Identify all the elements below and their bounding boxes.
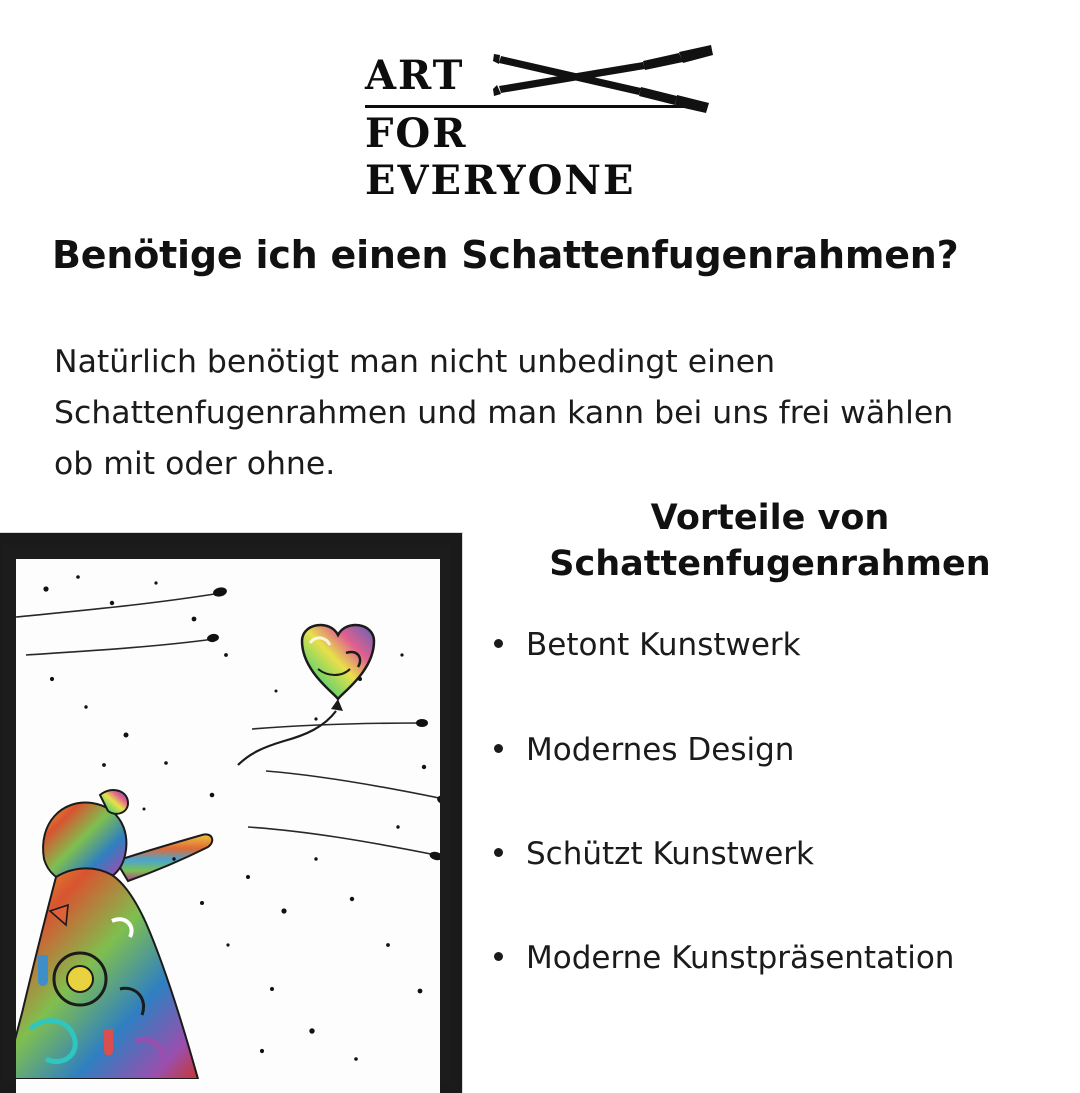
list-item xyxy=(488,627,1070,664)
bullet-icon xyxy=(494,952,503,961)
bullet-icon xyxy=(494,848,503,857)
benefits-list xyxy=(470,627,1070,977)
list-item-label: Betont Kunstwerk xyxy=(526,627,801,664)
list-item xyxy=(488,836,1070,873)
graffiti-balloon-girl-illustration xyxy=(16,559,440,1079)
brand-logo xyxy=(0,48,1080,204)
list-item-label: Moderne Kunstpräsentation xyxy=(526,939,955,976)
intro-paragraph: Natürlich benötigt man nicht unbedingt einen Schattenfugenrahmen und man kann bei uns frei wählen ob mit oder ohne. xyxy=(54,343,954,482)
benefits-title: Vorteile von Schattenfugenrahmen xyxy=(549,498,991,585)
artwork-canvas xyxy=(16,559,440,1093)
bullet-icon xyxy=(494,639,503,648)
benefits-section xyxy=(470,495,1070,1044)
brand-line1: ART xyxy=(365,52,465,99)
framed-artwork xyxy=(0,533,462,1093)
list-item-label: Schützt Kunstwerk xyxy=(526,835,814,872)
list-item-label: Modernes Design xyxy=(526,731,795,768)
list-item xyxy=(488,732,1070,769)
list-item xyxy=(488,940,1070,977)
brand-line2: FOR EVERYONE xyxy=(365,110,636,204)
page-title: Benötige ich einen Schattenfugenrahmen? xyxy=(52,233,959,278)
bullet-icon xyxy=(494,744,503,753)
crossed-paintbrushes-icon xyxy=(493,42,715,114)
